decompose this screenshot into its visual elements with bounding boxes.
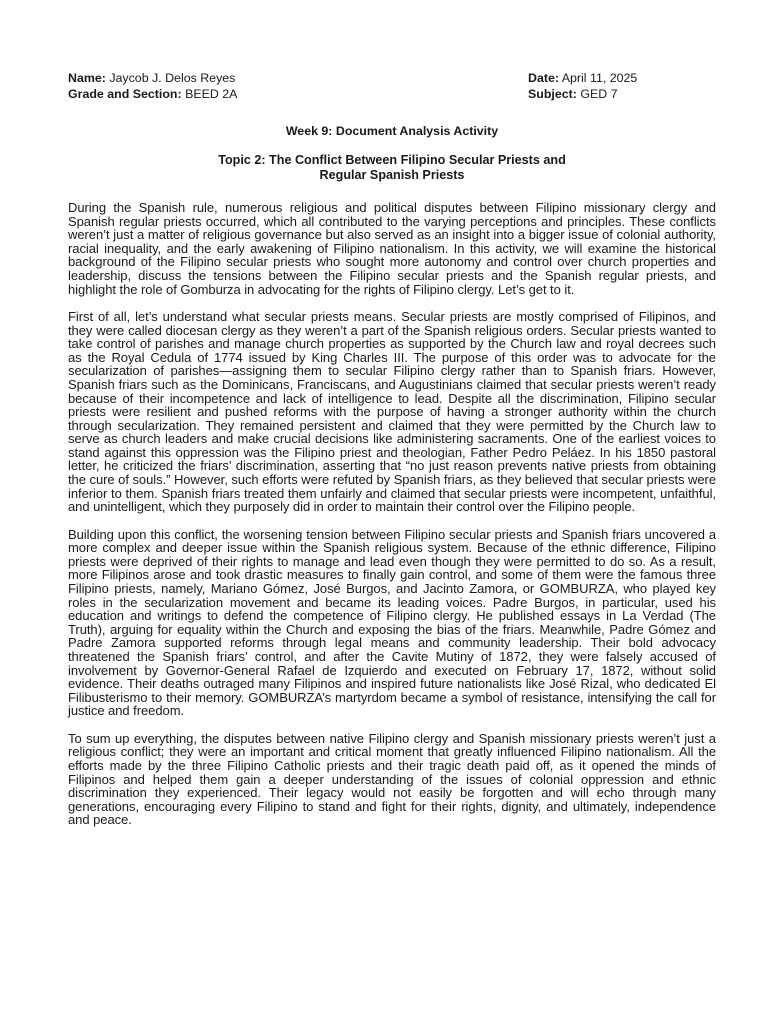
paragraph-gomburza: Building upon this conflict, the worsening tension between Filipino secular priests and Spanish friars uncovered a more complex and deeper issue within the Spanish religious system. Because of the ethnic difference, Filipino priests were deprived of their rights to manage and lead even though they were permitted to do so. As a result, more Filipinos arose and took drastic measures to finally gain control, and some of them were the famous three Filipino priests, namely, Mariano Gómez, José Burgos, and Jacinto Zamora, or GOMBURZA, who played key roles in the secularization movement and became its leading voices. Padre Burgos, in particular, used his education and writings to defend the competence of Filipino clergy. He published essays in La Verdad (The Truth), arguing for equality within the Church and exposing the bias of the friars. Meanwhile, Padre Gómez and Padre Zamora supported reforms through legal means and community leadership. Their bold advocacy threatened the Spanish friars’ control, and after the Cavite Mutiny of 1872, they were falsely accused of involvement by Governor-General Rafael de Izquierdo and executed on February 17, 1872, without solid evidence. Their deaths outraged many Filipinos and inspired future nationalists like José Rizal, who dedicated El Filibusterismo to their memory. GOMBURZA’s martyrdom became a symbol of resistance, intensifying the call for justice and freedom.	[68, 526, 716, 719]
date-value: April 11, 2025	[561, 71, 638, 85]
week-title: Week 9: Document Analysis Activity	[285, 124, 499, 138]
grade-line	[68, 86, 237, 102]
name-label: Name:	[68, 71, 106, 85]
date-line	[528, 70, 674, 86]
paragraph-intro: During the Spanish rule, numerous religious and political disputes between Filipino missionary clergy and Spanish regular priests occurred, which all contributed to the varying perceptions and principles. These conflicts weren’t just a matter of religious governance but also served as an insight into a bigger issue of colonial authority, racial inequality, and the early awakening of Filipino nationalism. In this activity, we will examine the historical background of the Filipino secular priests who sought more autonomy and control over church properties and leadership, discuss the tensions between the Filipino secular priests and the Spanish regular priests, and highlight the role of Gomburza in advocating for the rights of Filipino clergy. Let’s get to it.	[68, 200, 716, 297]
subject-value: GED 7	[580, 87, 618, 101]
document-header	[68, 70, 674, 102]
paragraph-conclusion: To sum up everything, the disputes between native Filipino clergy and Spanish missionary priests weren’t just a religious conflict; they were an important and critical moment that greatly influenced Filipino nationalism. All the efforts made by the three Filipino Catholic priests and their tragic death paid off, as it opened the minds of Filipinos and helped them gain a deeper understanding of the issues of colonial oppression and ethnic discrimination they experienced. Their legacy would not easily be forgotten and will echo through many generations, encouraging every Filipino to stand and fight for their rights, dignity, and ultimately, independence and peace.	[68, 730, 716, 828]
subject-line	[528, 86, 674, 102]
paragraph-secular-priests: First of all, let’s understand what secular priests means. Secular priests are mostly comprised of Filipinos, and they were called diocesan clergy as they weren’t a part of the Spanish religious orders. Secular priests wanted to take control of parishes and manage church properties as supported by the Church law and royal decrees such as the Royal Cedula of 1774 issued by King Charles III. The purpose of this order was to advocate for the secularization of parishes—assigning them to secular Filipino clergy rather than to Spanish friars. However, Spanish friars such as the Dominicans, Franciscans, and Augustinians claimed that secular priests weren’t ready because of their incompetence and lack of intelligence to lead. Despite all the discrimination, Filipino secular priests were resilient and pushed reforms with the purpose of having a stronger authority within the church through secularization. They remained persistent and claimed that they were permitted by the Church law to serve as church leaders and make crucial decisions like administering sacraments. One of the earliest voices to stand against this oppression was the Filipino priest and theologian, Father Pedro Peláez. In his 1850 pastoral letter, he criticized the friars’ discrimination, asserting that “no just reason prevents native priests from obtaining the cure of souls.” However, such efforts were refuted by Spanish friars, as they believed that secular priests were inferior to them. Spanish friars treated them unfairly and claimed that secular priests were incompetent, unfaithful, and unintelligent, which they purposely did in order to maintain their control over the Filipino people.	[68, 308, 716, 515]
document-body	[68, 201, 716, 827]
date-label: Date:	[528, 71, 559, 85]
header-right	[528, 70, 674, 102]
name-line	[68, 70, 237, 86]
grade-label: Grade and Section:	[68, 87, 182, 101]
topic-title	[68, 153, 716, 183]
topic-title-line-2: Regular Spanish Priests	[319, 168, 465, 182]
header-left	[68, 70, 237, 102]
grade-value: BEED 2A	[185, 87, 238, 101]
topic-title-line-1: Topic 2: The Conflict Between Filipino Secular Priests and	[218, 153, 566, 167]
subject-label: Subject:	[528, 87, 577, 101]
name-value: Jaycob J. Delos Reyes	[109, 71, 236, 85]
